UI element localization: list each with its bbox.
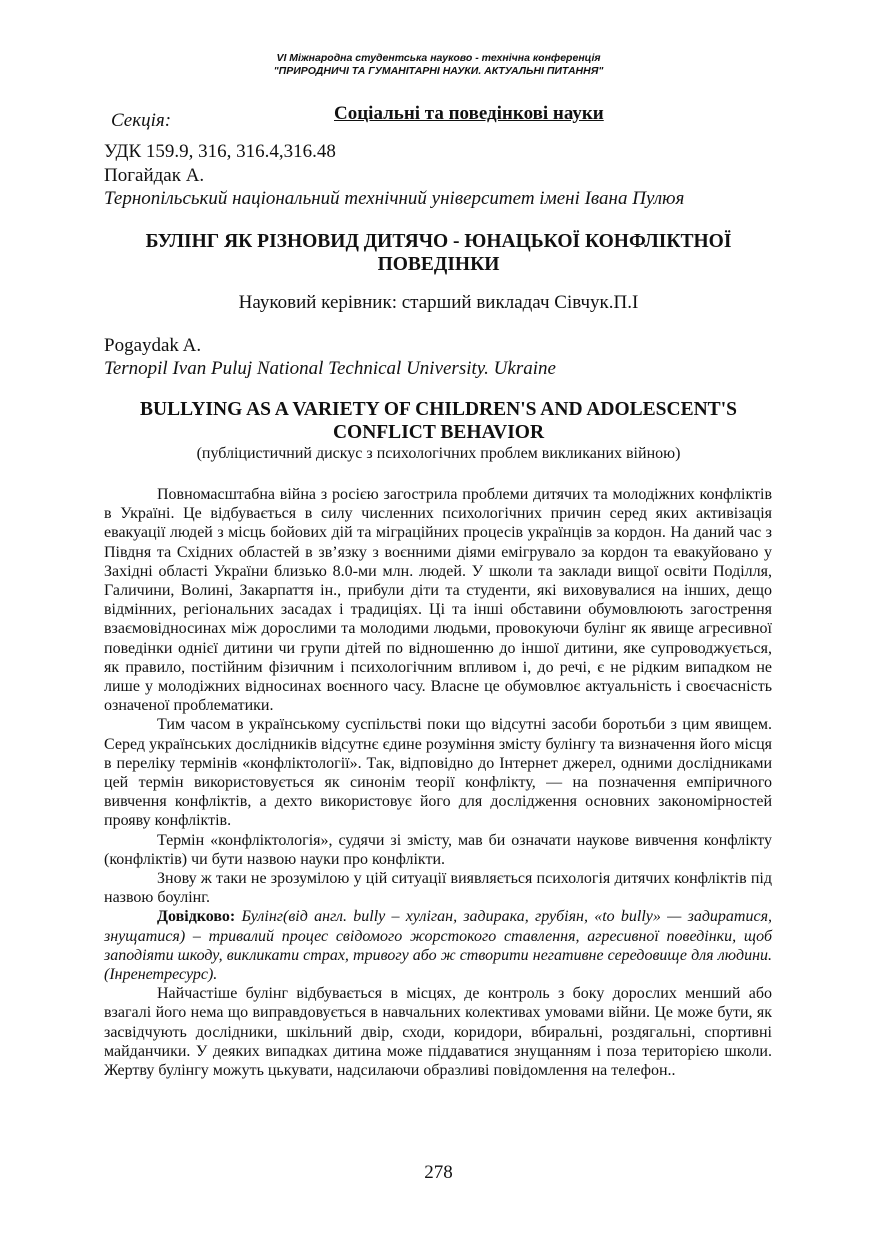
paper-title-ua-line2: ПОВЕДІНКИ (377, 254, 500, 275)
section-title: Соціальні та поведінкові науки (334, 103, 604, 124)
affiliation-ua: Тернопільський національний технічний університет імені Івана Пулюя (104, 188, 685, 209)
paper-title-en-line2: CONFLICT BEHAVIOR (332, 422, 545, 443)
section-label: Секція: (111, 110, 172, 131)
paper-title-ua-line1: БУЛІНГ ЯК РІЗНОВИД ДИТЯЧО - ЮНАЦЬКОЇ КОНФЛІКТНОЇ (145, 231, 732, 252)
body-text (104, 485, 772, 1080)
author-en: Pogaydak A. (104, 335, 202, 356)
affiliation-en: Ternopil Ivan Puluj National Technical University. Ukraine (104, 358, 556, 379)
paragraph: Повномасштабна війна з росією загострила проблеми дитячих та молодіжних конфліктів в Україні. Це відбувається в силу численних психологічних причин серед яких активізація евакуації людей з місць бойових дій та міграційних процесів українців за кордон. На даний час з Півдня та Східних областей в зв’язку з воєнними діями емігрувало за кордон та евакуйовано у Західні області України близько 8.0-ми млн. людей. У школи та заклади вищої освіти Поділля, Галичини, Волині, Закарпаття ін., прибули діти та студенти, які виховувалися на інших, дещо відмінних, регіональних засадах і традиціях. Ці та інші обставини обумовлюють загострення взаємовідносинах між дорослими та молодими людьми, провокуючи булінг як явище агресивної поведінки однієї дитини чи групи дітей по відношенню до іншої дитини, яке супроводжується, як правило, постійним фізичним і психологічним впливом і, до речі, є не рідким випадком не лише у молодіжних відносинах воєнного часу. Власне це обумовлює актуальність і своєчасність означеної проблематики. (104, 486, 772, 715)
paragraph: Тим часом в українському суспільстві поки що відсутні засоби боротьби з цим явищем. Серед українських дослідників відсутнє єдине розуміння змісту булінгу та визначення його місця в переліку термінів «конфліктології». Так, відповідно до Інтернет джерел, одними дослідниками цей термін використовується як синонім теорії конфлікту, — на позначення емпіричного вивчення конфліктів, а дехто використовує його для дослідження основних закономірностей прояву конфліктів. (104, 716, 772, 830)
note-text: Булінг(від англ. bully – хуліган, задирака, грубіян, «to bully» — задиратися, знущатися) – тривалий процес свідомого жорстокого ставлення, агресивної поведінки, щоб заподіяти шкоду, викликати страх, тривогу або ж створити негативне середовище для людини.(Інренетресурс). (104, 908, 772, 984)
page-number: 278 (424, 1162, 453, 1183)
note-label: Довідково: (157, 908, 236, 926)
paragraph: Термін «конфліктологія», судячи зі змісту, мав би означати наукове вивчення конфлікту (конфліктів) чи бути назвою науки про конфлікти. (104, 831, 772, 868)
paper-subtitle: (публіцистичний дискус з психологічних проблем викликаних війною) (196, 445, 681, 462)
supervisor: Науковий керівник: старший викладач Сівчук.П.І (238, 292, 639, 313)
paragraph: Найчастіше булінг відбувається в місцях, де контроль з боку дорослих менший або взагалі його нема що виправдовується в навчальних колективах умовами війни. Це може бути, як засвідчують дослідники, шкільний двір, сходи, коридори, вбиральні, роздягальні, спортивні майданчики. У деяких випадках дитина може піддаватися знущанням і поза територією школи. Жертву булінгу можуть цькувати, надсилаючи образливі повідомлення на телефон.. (104, 985, 772, 1080)
udc-code: УДК 159.9, 316, 316.4,316.48 (104, 141, 336, 162)
conference-name-line1: VI Міжнародна студентська науково - технічна конференція (276, 52, 601, 64)
paragraph: Знову ж таки не зрозумілою у цій ситуації виявляється психологія дитячих конфліктів під назвою боулінг. (104, 870, 772, 907)
author-ua: Погайдак А. (104, 165, 205, 186)
note-paragraph (104, 907, 772, 984)
conference-name-line2: "ПРИРОДНИЧІ ТА ГУМАНІТАРНІ НАУКИ. АКТУАЛЬНІ ПИТАННЯ" (273, 65, 604, 77)
paper-title-en-line1: BULLYING AS A VARIETY OF CHILDREN'S AND ADOLESCENT'S (140, 399, 737, 420)
